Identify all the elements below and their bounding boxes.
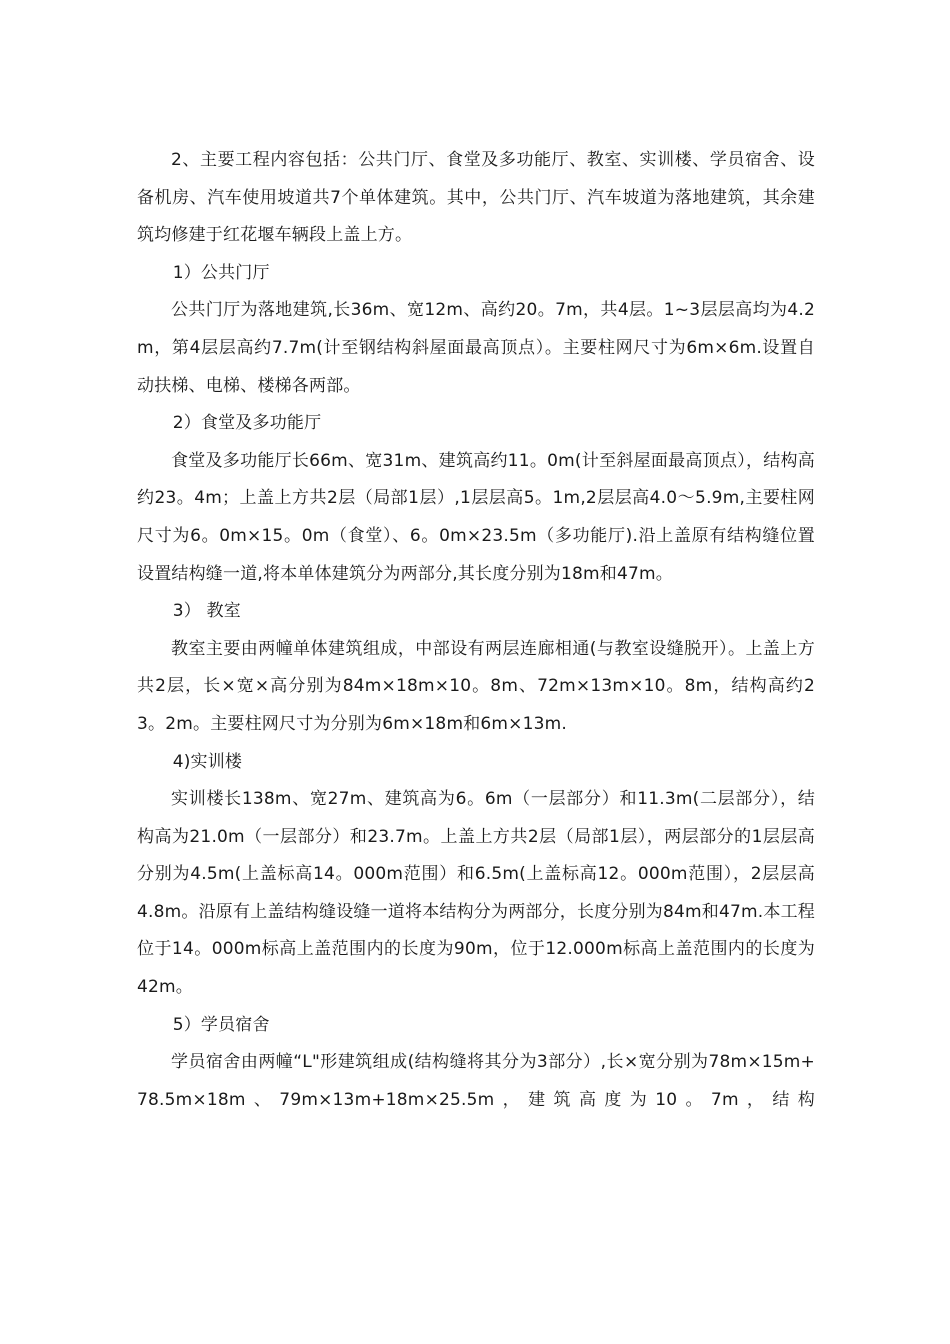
heading-training-building: 4)实训楼 (172, 751, 243, 772)
document-page (137, 142, 815, 1119)
heading-classroom: 3） 教室 (172, 601, 241, 622)
paragraph-main-content: 2、主要工程内容包括：公共门厅、食堂及多功能厅、教室、实训楼、学员宿舍、设备机房、汽车使用坡道共7个单体建筑。其中，公共门厅、汽车坡道为落地建筑，其余建筑均修建于红花堰车辆段上盖上方。 (137, 150, 815, 246)
paragraph-dormitory: 学员宿舍由两幢“L"形建筑组成(结构缝将其分为3部分）,长×宽分别为78m×15m+78.5m×18m、79m×13m+18m×25.5m，建筑高度为10。7m，结构 (137, 1052, 815, 1110)
heading-public-hall: 1）公共门厅 (172, 262, 270, 283)
paragraph-training-building: 实训楼长138m、宽27m、建筑高为6。6m（一层部分）和11.3m(二层部分），结构高为21.0m（一层部分）和23.7m。上盖上方共2层（局部1层），两层部分的1层层高分别为4.5m(上盖标高14。000m范围）和6.5m(上盖标高12。000m范围），2层层高4.8m。沿原有上盖结构缝设缝一道将本结构分为两部分，长度分别为84m和47m.本工程位于14。000m标高上盖范围内的长度为90m，位于12.000m标高上盖范围内的长度为42m。 (137, 789, 815, 998)
heading-dormitory: 5）学员宿舍 (172, 1014, 270, 1035)
heading-canteen: 2）食堂及多功能厅 (172, 413, 322, 434)
paragraph-public-hall: 公共门厅为落地建筑,长36m、宽12m、高约20。7m，共4层。1~3层层高均为4.2m，第4层层高约7.7m(计至钢结构斜屋面最高顶点）。主要柱网尺寸为6m×6m.设置自动扶梯、电梯、楼梯各两部。 (137, 300, 815, 396)
paragraph-classroom: 教室主要由两幢单体建筑组成，中部设有两层连廊相通(与教室设缝脱开）。上盖上方共2层，长×宽×高分别为84m×18m×10。8m、72m×13m×10。8m，结构高约23。2m。主要柱网尺寸为分别为6m×18m和6m×13m. (137, 638, 815, 734)
paragraph-canteen: 食堂及多功能厅长66m、宽31m、建筑高约11。0m(计至斜屋面最高顶点），结构高约23。4m；上盖上方共2层（局部1层）,1层层高5。1m,2层层高4.0～5.9m,主要柱网尺寸为6。0m×15。0m（食堂）、6。0m×23.5m（多功能厅).沿上盖原有结构缝位置设置结构缝一道,将本单体建筑分为两部分,其长度分别为18m和47m。 (137, 450, 815, 584)
